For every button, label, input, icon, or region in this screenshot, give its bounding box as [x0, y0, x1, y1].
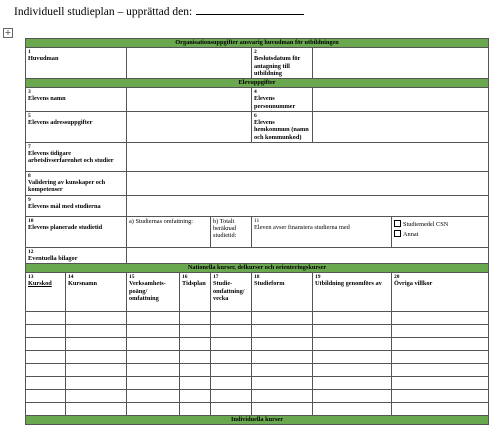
row-mal: [26, 195, 489, 216]
table-move-handle-icon[interactable]: +: [4, 28, 12, 37]
section-org-header: [26, 39, 489, 48]
col-header-verksamhetspoang: 15 Verksamhets-poäng/ omfattning: [127, 273, 180, 312]
col-header-kurskod: 13 Kurskod: [26, 273, 66, 312]
table-row[interactable]: [26, 403, 489, 416]
label-adress: 5 Elevens adressuppgifter: [26, 111, 127, 142]
field-validering[interactable]: [127, 171, 489, 195]
section-individuella-header: [26, 416, 489, 425]
field-huvudman[interactable]: [127, 48, 252, 79]
checkbox-icon[interactable]: [394, 220, 401, 227]
row-tidigare: [26, 142, 489, 171]
table-row[interactable]: [26, 312, 489, 325]
checkbox-csn[interactable]: Studiemedel CSN: [394, 220, 486, 228]
section-individuella-title: Individuella kurser: [26, 416, 489, 425]
section-kurser-header: [26, 264, 489, 273]
label-validering: 8 Validering av kunskaper och kompetenser: [26, 171, 127, 195]
table-row[interactable]: [26, 338, 489, 351]
section-kurser-title: Nationella kurser, delkurser och orienteringskurser: [26, 264, 489, 273]
table-row[interactable]: [26, 351, 489, 364]
kurser-column-headers: [26, 273, 489, 312]
row-huvudman: [26, 48, 489, 79]
field-studiernas-omfattning[interactable]: a) Studiernas omfattning:: [127, 216, 211, 247]
col-header-ovriga-villkor: 20 Övriga villkor: [392, 273, 489, 312]
col-header-studieform: 18 Studieform: [252, 273, 313, 312]
table-row[interactable]: [26, 377, 489, 390]
col-header-genomfors-av: 19 Utbildning genomförs av: [313, 273, 392, 312]
label-mal: 9 Elevens mål med studierna: [26, 195, 127, 216]
label-huvudman: 1 Huvudman: [26, 48, 127, 79]
label-elevens-namn: 3 Elevens namn: [26, 88, 127, 112]
field-adress[interactable]: [127, 111, 252, 142]
checkbox-icon[interactable]: [394, 230, 401, 237]
document-title: [14, 4, 304, 18]
label-tidigare-erfarenhet: 7 Elevens tidigare arbetslivserfarenhet och studier: [26, 142, 127, 171]
row-studietid: [26, 216, 489, 247]
field-personnummer[interactable]: [313, 88, 489, 112]
label-beslutsdatum: 2 Beslutsdatum för antagning till utbildning: [252, 48, 313, 79]
section-elev-title: Elevuppgifter: [26, 79, 489, 88]
col-header-kursnamn: 14 Kursnamn: [66, 273, 127, 312]
field-beraknad-studietid[interactable]: b) Totalt beräknad studietid:: [211, 216, 252, 247]
field-hemkommun[interactable]: [313, 111, 489, 142]
row-bilagor: [26, 247, 489, 264]
col-header-tidsplan: 16 Tidsplan: [180, 273, 211, 312]
field-bilagor[interactable]: [127, 247, 489, 264]
field-elevens-namn[interactable]: [127, 88, 252, 112]
title-text: Individuell studieplan – upprättad den:: [14, 6, 193, 18]
study-plan-table: [25, 38, 489, 425]
row-namn: [26, 88, 489, 112]
field-beslutsdatum[interactable]: [313, 48, 489, 79]
col-header-studieomfattning: 17 Studie-omfattning/ vecka: [211, 273, 252, 312]
table-row[interactable]: [26, 325, 489, 338]
label-hemkommun: 6 Elevens hemkommun (namn och kommunkod): [252, 111, 313, 142]
table-row[interactable]: [26, 390, 489, 403]
row-validering: [26, 171, 489, 195]
finansiering-options: [392, 216, 489, 247]
checkbox-annat[interactable]: Annat: [394, 230, 486, 238]
field-mal[interactable]: [127, 195, 489, 216]
label-personnummer: 4 Elevens personnummer: [252, 88, 313, 112]
section-elev-header: [26, 79, 489, 88]
section-org-title: Organisationsuppgifter ansvarig huvudman för utbildningen: [26, 39, 489, 48]
label-finansiering: 11 Eleven avser finansiera studierna med: [252, 216, 392, 247]
date-blank-line: [196, 4, 304, 15]
table-row[interactable]: [26, 364, 489, 377]
label-planerade-studietid: 10 Elevens planerade studietid: [26, 216, 127, 247]
label-bilagor: 12 Eventuella bilagor: [26, 247, 127, 264]
field-tidigare-erfarenhet[interactable]: [127, 142, 489, 171]
row-adress: [26, 111, 489, 142]
